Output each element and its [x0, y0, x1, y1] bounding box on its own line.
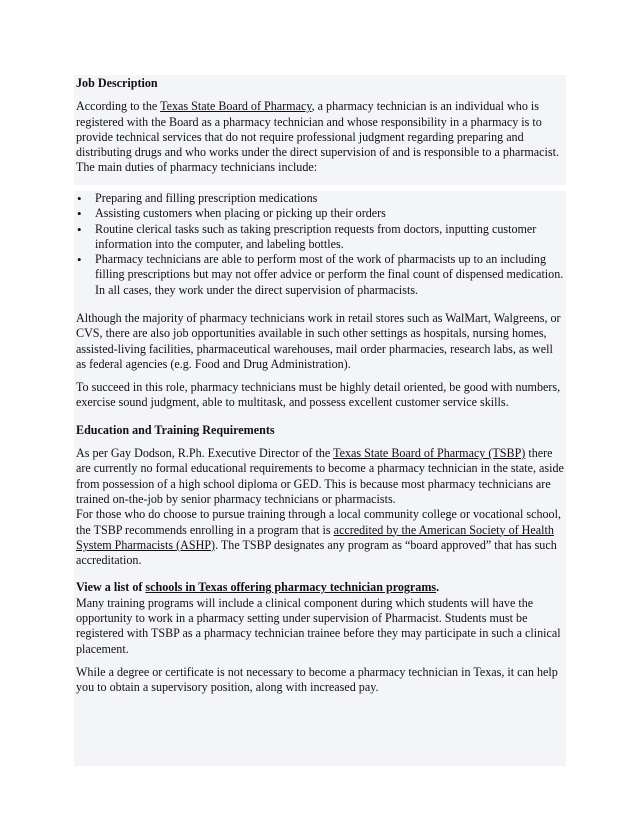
success-paragraph: To succeed in this role, pharmacy technicians must be highly detail oriented, be good with numbers, exercise sound judgment, able to multitask, and possess excellent customer service skills. — [76, 380, 561, 410]
schools-list-link[interactable]: schools in Texas offering pharmacy technician programs — [145, 580, 437, 595]
list-item: • Preparing and filling prescription medications — [76, 191, 564, 206]
list-item: • Routine clerical tasks such as taking prescription requests from doctors, inputting customer information into the computer, and labeling bottles. — [76, 222, 564, 253]
duties-intro: The main duties of pharmacy technicians include: — [76, 160, 318, 175]
settings-section — [74, 309, 566, 766]
document-content — [74, 75, 566, 766]
work-settings-paragraph: Although the majority of pharmacy technicians work in retail stores such as WalMart, Walgreens, or CVS, there are also job opportunities available in such other settings as hospitals, nursing homes, assisted-living facilities, pharmaceutical warehouses, mail order pharmacies, research labs, as well as federal agencies (e.g. Food and Drug Administration). — [76, 311, 561, 371]
clinical-paragraph: Many training programs will include a clinical component during which students will have the opportunity to work in a pharmacy setting under supervision of Pharmacist. Students must be registered with TSBP as a pharmacy technician trainee before they may participate in such a clinical placement. — [76, 595, 561, 656]
list-item: • Assisting customers when placing or picking up their orders — [76, 206, 564, 221]
list-item: • Pharmacy technicians are able to perform most of the work of pharmacists up to an including filling prescriptions but may not offer advice or perform the final count of dispensed medication. In all cases, they work under the direct supervision of pharmacists. — [76, 252, 564, 298]
education-paragraph-1: As per Gay Dodson, R.Ph. Executive Director of the Texas State Board of Pharmacy (TSBP) there are currently no formal educational requirements to become a pharmacy technician in the state, aside from possession of a high school diploma or GED. This is because most pharmacy technicians are trained on-the-job by senior pharmacy technicians or pharmacists. — [76, 446, 564, 506]
education-heading: Education and Training Requirements — [76, 422, 275, 437]
blank-area — [76, 696, 564, 766]
degree-paragraph: While a degree or certificate is not necessary to become a pharmacy technician in Texas, it can help you to obtain a supervisory position, along with increased pay. — [76, 664, 558, 695]
schools-lead: View a list of schools in Texas offering pharmacy technician programs. — [76, 580, 440, 595]
job-description-intro: According to the Texas State Board of Pharmacy, a pharmacy technician is an individual who is registered with the Board as a pharmacy technician and whose responsibility in a pharmacy is to provide technical services that do not require professional judgment regarding preparing and distributing drugs and who works under the direct supervision of and is responsible to a pharmacist. — [76, 99, 559, 160]
texas-board-link[interactable]: Texas State Board of Pharmacy — [160, 99, 312, 114]
job-description-heading: Job Description — [76, 76, 158, 90]
job-description-section — [74, 75, 566, 185]
education-paragraph-2: For those who do choose to pursue training through a local community college or vocational school, the TSBP recommends enrolling in a program that is accredited by the American Society of Health System Pharmacists (ASHP). The TSBP designates any program as “board approved” that has such accreditation. — [76, 507, 561, 568]
tsbp-link[interactable]: Texas State Board of Pharmacy (TSBP) — [333, 446, 526, 461]
duties-list — [76, 191, 564, 298]
duties-list-section — [74, 191, 566, 309]
ashp-accreditation-link[interactable]: accredited by the American Society of Health System Pharmacists (ASHP) — [76, 522, 554, 552]
